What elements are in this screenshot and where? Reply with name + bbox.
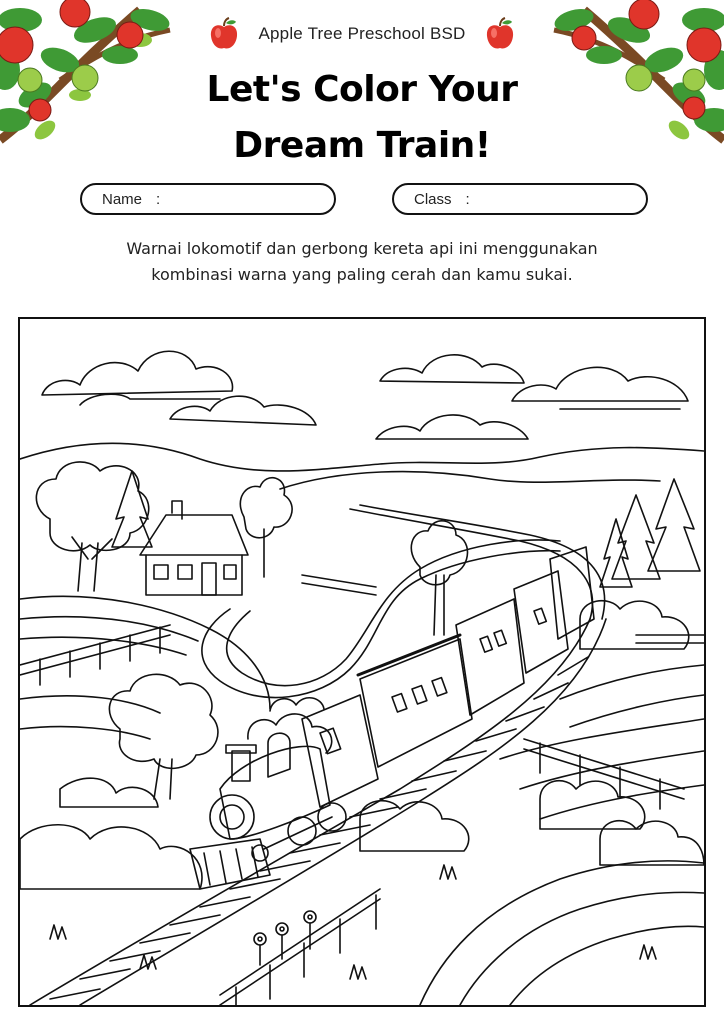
school-header <box>0 16 724 52</box>
class-label: Class <box>414 190 452 208</box>
name-label: Name <box>102 190 143 208</box>
title-line-1: Let's Color Your <box>206 69 518 110</box>
tree-icon <box>36 462 148 591</box>
coloring-scene[interactable] <box>18 317 706 1007</box>
title-line-2: Dream Train! <box>233 125 491 166</box>
cloud-icon <box>42 351 316 425</box>
instruction-line-2: kombinasi warna yang paling cerah dan kamu sukai. <box>151 265 573 284</box>
apple-icon <box>484 17 516 51</box>
school-name: Apple Tree Preschool BSD <box>258 24 466 43</box>
cloud-icon <box>376 355 688 439</box>
name-input[interactable] <box>168 189 367 209</box>
instruction-line-1: Warnai lokomotif dan gerbong kereta api ini menggunakan <box>126 239 598 258</box>
railway-track <box>30 619 606 1005</box>
class-input[interactable] <box>478 189 677 209</box>
train-icon[interactable] <box>190 547 594 889</box>
tree-icon <box>109 674 218 799</box>
apple-icon <box>208 17 240 51</box>
instructions <box>62 236 662 288</box>
name-field[interactable] <box>80 183 336 215</box>
train-landscape-drawing <box>20 319 704 1005</box>
tree-icon <box>411 521 467 635</box>
class-colon: : <box>465 190 470 208</box>
house-icon <box>140 501 248 595</box>
class-field[interactable] <box>392 183 648 215</box>
page-title <box>0 62 724 174</box>
name-colon: : <box>156 190 161 208</box>
